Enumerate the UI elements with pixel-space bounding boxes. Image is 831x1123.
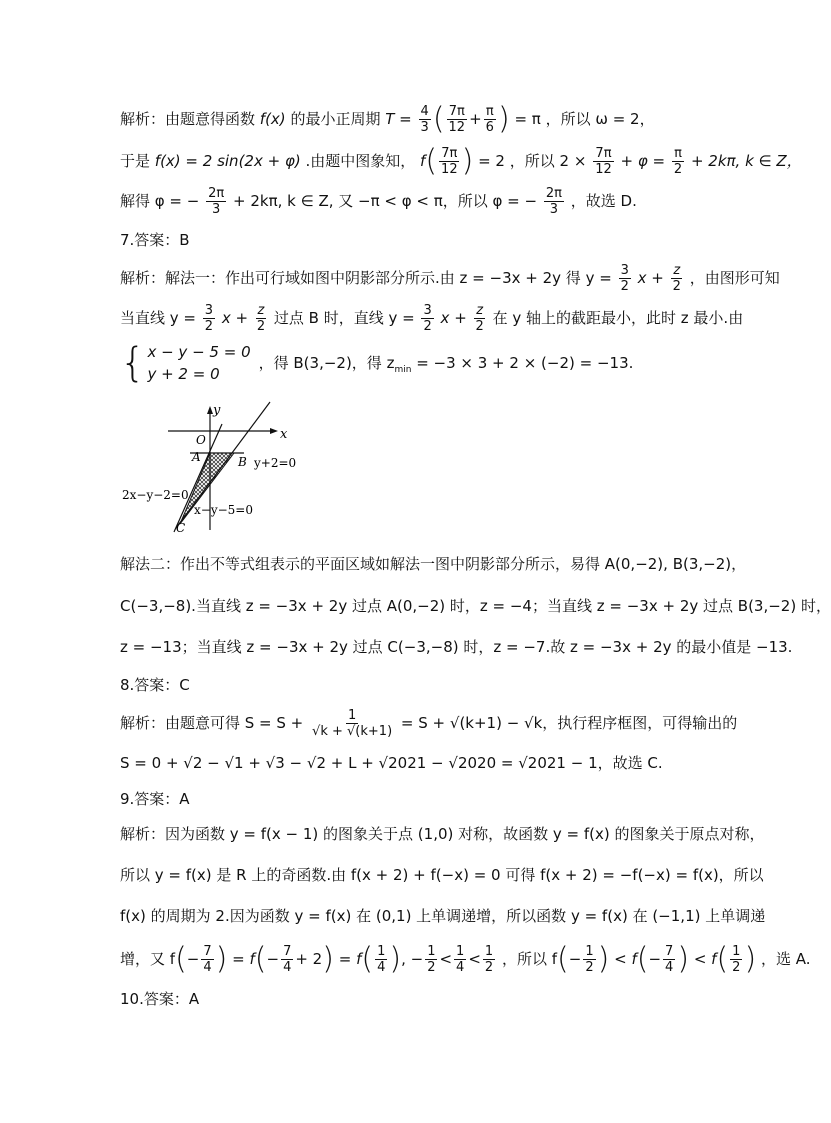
x-arrow-icon [270, 428, 278, 434]
math: = π [514, 110, 541, 128]
fraction: $\frac{z}{2}$ [475, 303, 484, 334]
solution-6-line-2: 于是 f(x) = 2 sin(2x + φ) .由题中图象知， f( $\frac{7\pi}{12}$ ) = 2 ，所以 2 × $\frac{7\pi}{12}$ + φ = $\frac{\pi}{2}$ + 2kπ, k ∈ Z， [120, 143, 802, 179]
math: x + [440, 309, 467, 327]
solution-8-line-2: S = 0 + √2 − √1 + √3 − √2 + L + √2021 − √2020 = √2021 − 1，故选 C. [120, 754, 663, 772]
text: ，所以 ω = 2， [545, 110, 655, 128]
text: + 2kπ, k ∈ Z, 又 −π < φ < π，所以 φ = − [233, 192, 538, 210]
fraction: $\frac{z}{2}$ [256, 303, 266, 334]
fraction: $\frac{1}{4}$ [377, 944, 386, 975]
text: ，由图形可知 [689, 269, 780, 287]
solution-8-line-1 [120, 708, 737, 739]
text: 过点 B 时，直线 y = [273, 309, 415, 327]
label-line-2x-y-2: 2x−y−2=0 [122, 488, 189, 502]
fraction: $\frac{2\pi}{3}$ [208, 186, 225, 217]
math: + 2kπ, k ∈ Z， [690, 152, 802, 170]
math: f(x) [259, 110, 286, 128]
math: x + [221, 309, 249, 327]
solution-7-line-2 [120, 303, 743, 334]
text: 当直线 y = [120, 309, 196, 327]
text: .由题中图象知， [305, 152, 416, 170]
fraction: $\frac{7\pi}{12}$ [448, 104, 466, 135]
answer-7: 7.答案：B [120, 231, 190, 249]
fraction: $\frac{3}{2}$ [423, 303, 432, 334]
math: + φ = [620, 152, 666, 170]
text: = S + √(k+1) − √k，执行程序框图，可得输出的 [400, 714, 738, 732]
fraction: $\frac{1}{2}$ [427, 944, 436, 975]
answer-8: 8.答案：C [120, 676, 190, 694]
text: 解析：由题意得函数 [120, 110, 256, 128]
fraction: $\frac{3}{2}$ [620, 263, 629, 294]
label-O: O [196, 433, 206, 447]
text: ，选 A. [760, 950, 811, 968]
feasible-region-figure [110, 402, 320, 542]
math: x + [637, 269, 664, 287]
text: ，所以 2 × [509, 152, 587, 170]
fraction: $\frac{7}{4}$ [203, 944, 212, 975]
solution-9-line-4: 增，又 f(− $\frac{7}{4}$ ) = f(− $\frac{7}{4}$ + 2) = f( $\frac{1}{4}$ ), − $\frac{1}{2}$ < $\frac{1}{4}$ < $\frac{1}{2}$ ，所以 f(− $\frac{1}{2}$ ) < f(− $\frac{7}{4}$ ) < f( $\frac{1}{2}$ ) ，选 A. [120, 941, 811, 977]
label-x: x [280, 427, 288, 442]
fraction: $\frac{7}{4}$ [665, 944, 674, 975]
math: = 2 [478, 152, 505, 170]
fraction: $\frac{\pi}{6}$ [485, 104, 494, 135]
solution-7-method2-line-1: 解法二：作出不等式组表示的平面区域如解法一图中阴影部分所示，易得 A(0,−2), B(3,−2)， [120, 555, 747, 573]
solution-7-method2-line-3: z = −13；当直线 z = −3x + 2y 过点 C(−3,−8) 时，z = −7.故 z = −3x + 2y 的最小值是 −13. [120, 638, 793, 656]
solution-9-line-2: 所以 y = f(x) 是 R 上的奇函数.由 f(x + 2) + f(−x) = 0 可得 f(x + 2) = −f(−x) = f(x)，所以 [120, 866, 764, 884]
label-line-x-y-5: x−y−5=0 [194, 503, 253, 517]
fraction: $\frac{7}{4}$ [283, 944, 292, 975]
solution-9-line-1: 解析：因为函数 y = f(x − 1) 的图象关于点 (1,0) 对称，故函数 y = f(x) 的图象关于原点对称， [120, 825, 765, 843]
fraction: $\frac{z}{2}$ [672, 263, 681, 294]
fraction: $\frac{3}{2}$ [204, 303, 214, 334]
label-line-y-plus-2: y+2=0 [254, 456, 297, 470]
text: 增，又 f [120, 950, 176, 968]
math: = f [338, 950, 362, 968]
solution-9-line-3: f(x) 的周期为 2.因为函数 y = f(x) 在 (0,1) 上单调递增，所以函数 y = f(x) 在 (−1,1) 上单调递 [120, 907, 766, 925]
label-C: C [176, 521, 186, 535]
text: 于是 [120, 152, 151, 170]
label-A: A [192, 450, 201, 464]
solution-6-line-1: 解析：由题意得函数 f(x) 的最小正周期 T = $\frac{4}{3}$ ( $\frac{7\pi}{12}$ + $\frac{\pi}{6}$ ) = π ，所以 ω = 2， [120, 101, 655, 137]
fraction: $\frac{1}{√k + √(k+1)}$ [312, 708, 393, 739]
label-y: y [213, 403, 221, 418]
fraction: $\frac{1}{2}$ [732, 944, 741, 975]
text: 解析：由题意可得 S = S + [120, 714, 304, 732]
fraction: $\frac{7\pi}{12}$ [595, 146, 612, 177]
math: T = [385, 110, 412, 128]
text: 的最小正周期 [290, 110, 381, 128]
label-B: B [238, 455, 247, 469]
fraction: $\frac{\pi}{2}$ [673, 146, 683, 177]
fraction: $\frac{7\pi}{12}$ [441, 146, 458, 177]
fraction: $\frac{1}{2}$ [484, 944, 494, 975]
solution-7-line-1 [120, 263, 780, 294]
text: ，故选 D. [570, 192, 637, 210]
equation-row: x − y − 5 = 0 [147, 343, 251, 361]
text: ，所以 f [501, 950, 558, 968]
solution-6-line-3 [120, 186, 637, 217]
text: 解得 φ = − [120, 192, 200, 210]
math: f(x) = 2 sin(2x + φ) [154, 152, 301, 170]
equation-row: y + 2 = 0 [147, 365, 220, 383]
text: 在 y 轴上的截距最小，此时 z 最小.由 [492, 309, 744, 327]
text: 解析：解法一：作出可行域如图中阴影部分所示.由 z = −3x + 2y 得 y = [120, 269, 612, 287]
fraction: $\frac{4}{3}$ [420, 104, 429, 135]
answer-9: 9.答案：A [120, 790, 190, 808]
fraction: $\frac{1}{2}$ [585, 944, 594, 975]
math: = f [232, 950, 255, 968]
answer-10: 10.答案：A [120, 990, 200, 1008]
system-result: ，得 B(3,−2)，得 $z_{min} = -3 \times 3 + 2 \times (-2) = -13$. [258, 353, 634, 375]
solution-7-method2-line-2: C(−3,−8).当直线 z = −3x + 2y 过点 A(0,−2) 时，z = −4；当直线 z = −3x + 2y 过点 B(3,−2) 时， [120, 597, 831, 615]
fraction: $\frac{2\pi}{3}$ [545, 186, 562, 217]
math: f [420, 152, 426, 170]
fraction: $\frac{1}{4}$ [456, 944, 465, 975]
equation-system: { x − y − 5 = 0 y + 2 = 0 ，得 B(3,−2)，得 $z_{min} = -3 \times 3 + 2 \times (-2) = -13$. [120, 340, 634, 386]
